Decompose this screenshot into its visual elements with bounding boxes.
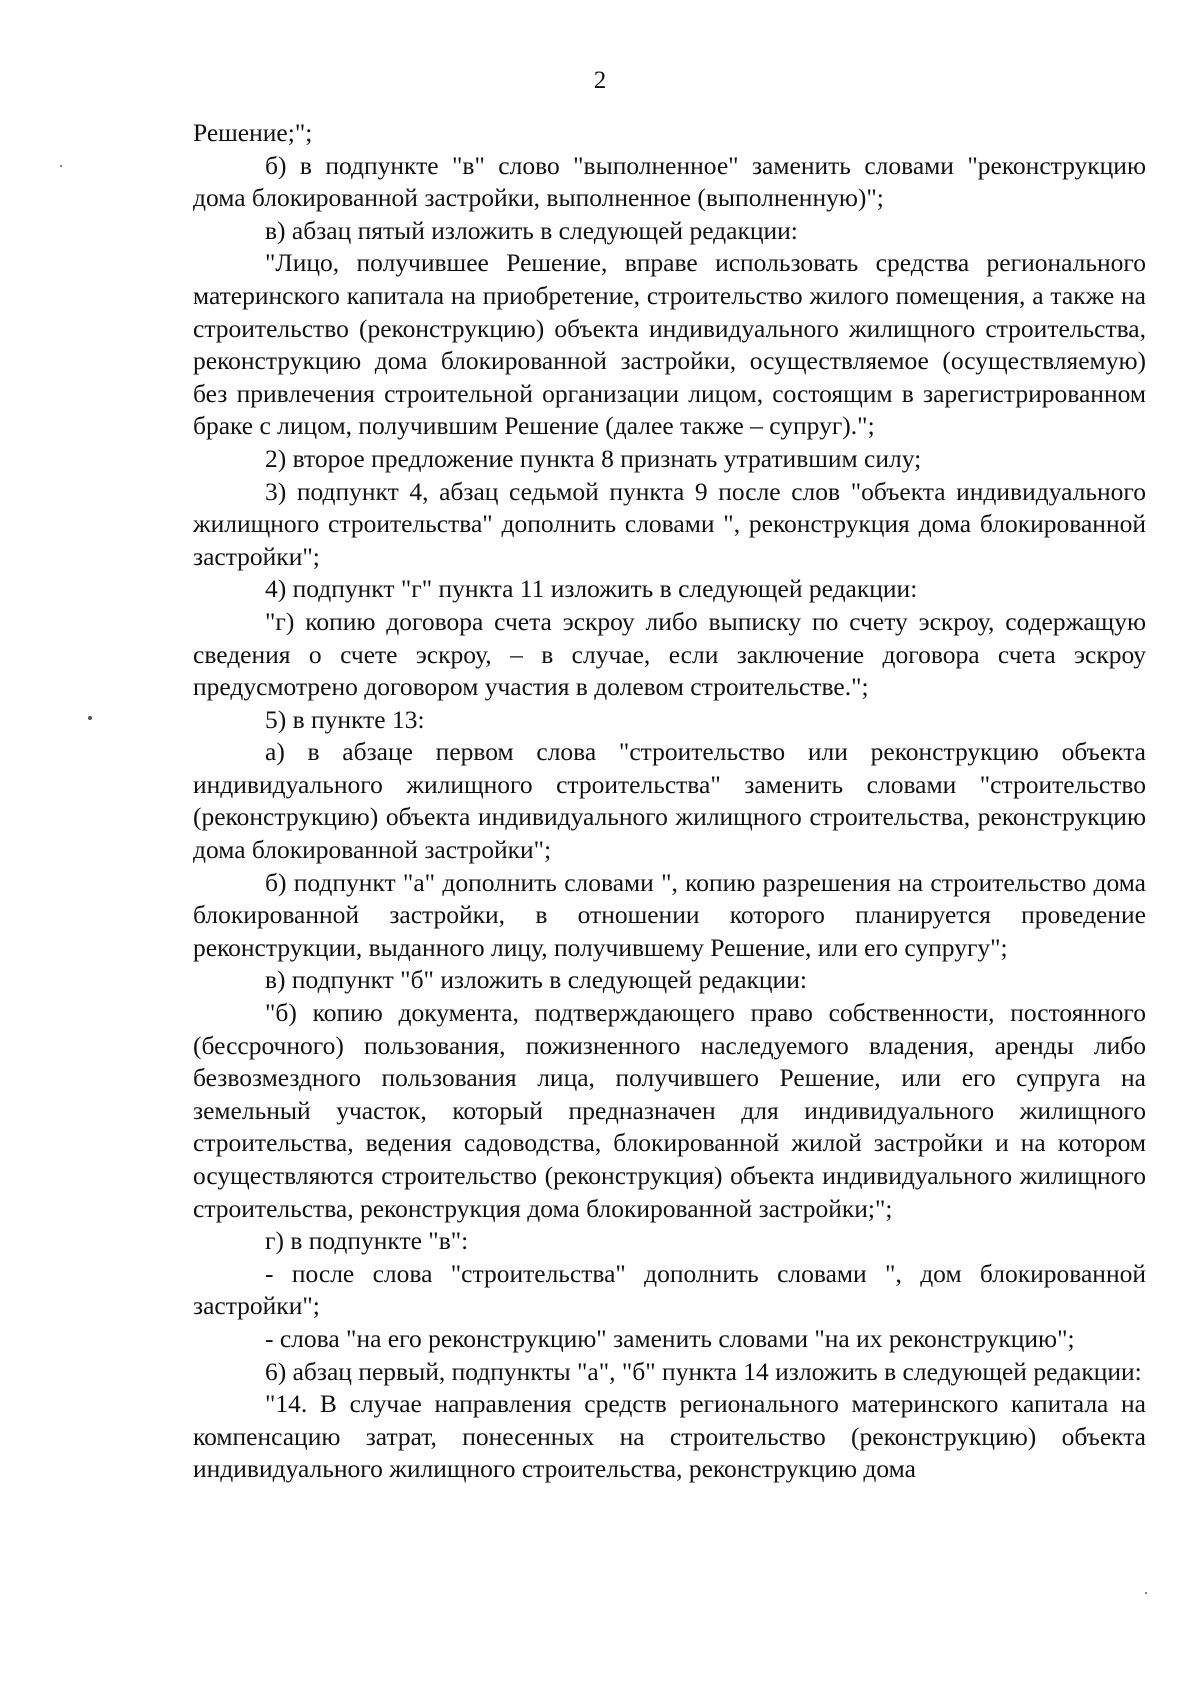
paragraph: "г) копию договора счета эскроу либо выписку по счету эскроу, содержащую сведения о счете эскроу, – в случае, если заключение договора счета эскроу предусмотрено договором участия в долевом строительстве."; bbox=[193, 606, 1146, 702]
scan-speck bbox=[60, 165, 62, 167]
scan-speck bbox=[1145, 1592, 1147, 1594]
paragraph: б) подпункт "а" дополнить словами ", копию разрешения на строительство дома блокированной застройки, в отношении которого планируется проведение реконструкции, выданного лицу, получившему Решение, или его супругу"; bbox=[193, 867, 1146, 962]
paragraph: 2) второе предложение пункта 8 признать утратившим силу; bbox=[265, 443, 922, 473]
paragraph: 6) абзац первый, подпункты "а", "б" пункта 14 изложить в следующей редакции: bbox=[265, 1356, 1142, 1386]
paragraph: б) в подпункте "в" слово "выполненное" заменить словами "реконструкцию дома блокированной застройки, выполненное (выполненную)"; bbox=[193, 150, 1146, 213]
paragraph: 3) подпункт 4, абзац седьмой пункта 9 после слов "объекта индивидуального жилищного строительства" дополнить словами ", реконструкция дома блокированной застройки"; bbox=[193, 476, 1146, 571]
page-number: 2 bbox=[593, 67, 607, 94]
paragraph: - слова "на его реконструкцию" заменить словами "на их реконструкцию"; bbox=[265, 1323, 1075, 1353]
paragraph: г) в подпункте "в": bbox=[265, 1226, 469, 1256]
paragraph: в) подпункт "б" изложить в следующей редакции: bbox=[265, 965, 807, 995]
paragraph: - после слова "строительства" дополнить словами ", дом блокированной застройки"; bbox=[193, 1258, 1146, 1321]
scan-speck bbox=[88, 716, 92, 720]
paragraph: "14. В случае направления средств регионального материнского капитала на компенсацию затрат, понесенных на строительство (реконструкцию) объекта индивидуального жилищного строительства, реконструкцию дома bbox=[193, 1389, 1146, 1484]
document-body bbox=[193, 117, 1146, 1486]
paragraph: "б) копию документа, подтверждающего право собственности, постоянного (бессрочного) пользования, пожизненного наследуемого владения, аренды либо безвозмездного пользования лица, получившего Решение, или его супруга на земельный участок, который предназначен для индивидуального жилищного строительства, ведения садоводства, блокированной жилой застройки и на котором осуществляются строительство (реконструкция) объекта индивидуального жилищного строительства, реконструкция дома блокированной застройки;"; bbox=[193, 998, 1146, 1223]
paragraph: а) в абзаце первом слова "строительство или реконструкцию объекта индивидуального жилищного строительства" заменить словами "строительство (реконструкцию) объекта индивидуального жилищного строительства, реконструкцию дома блокированной застройки"; bbox=[193, 737, 1146, 865]
paragraph: "Лицо, получившее Решение, вправе использовать средства регионального материнского капитала на приобретение, строительство жилого помещения, а также на строительство (реконструкцию) объекта индивидуального жилищного строительства, реконструкцию дома блокированной застройки, осуществляемое (осуществляемую) без привлечения строительной организации лицом, состоящим в зарегистрированном браке с лицом, получившим Решение (далее также – супруг)."; bbox=[193, 248, 1146, 441]
paragraph: 5) в пункте 13: bbox=[265, 704, 425, 734]
paragraph: 4) подпункт "г" пункта 11 изложить в следующей редакции: bbox=[265, 574, 918, 604]
paragraph: в) абзац пятый изложить в следующей редакции: bbox=[265, 215, 798, 245]
paragraph: Решение;"; bbox=[193, 118, 313, 147]
